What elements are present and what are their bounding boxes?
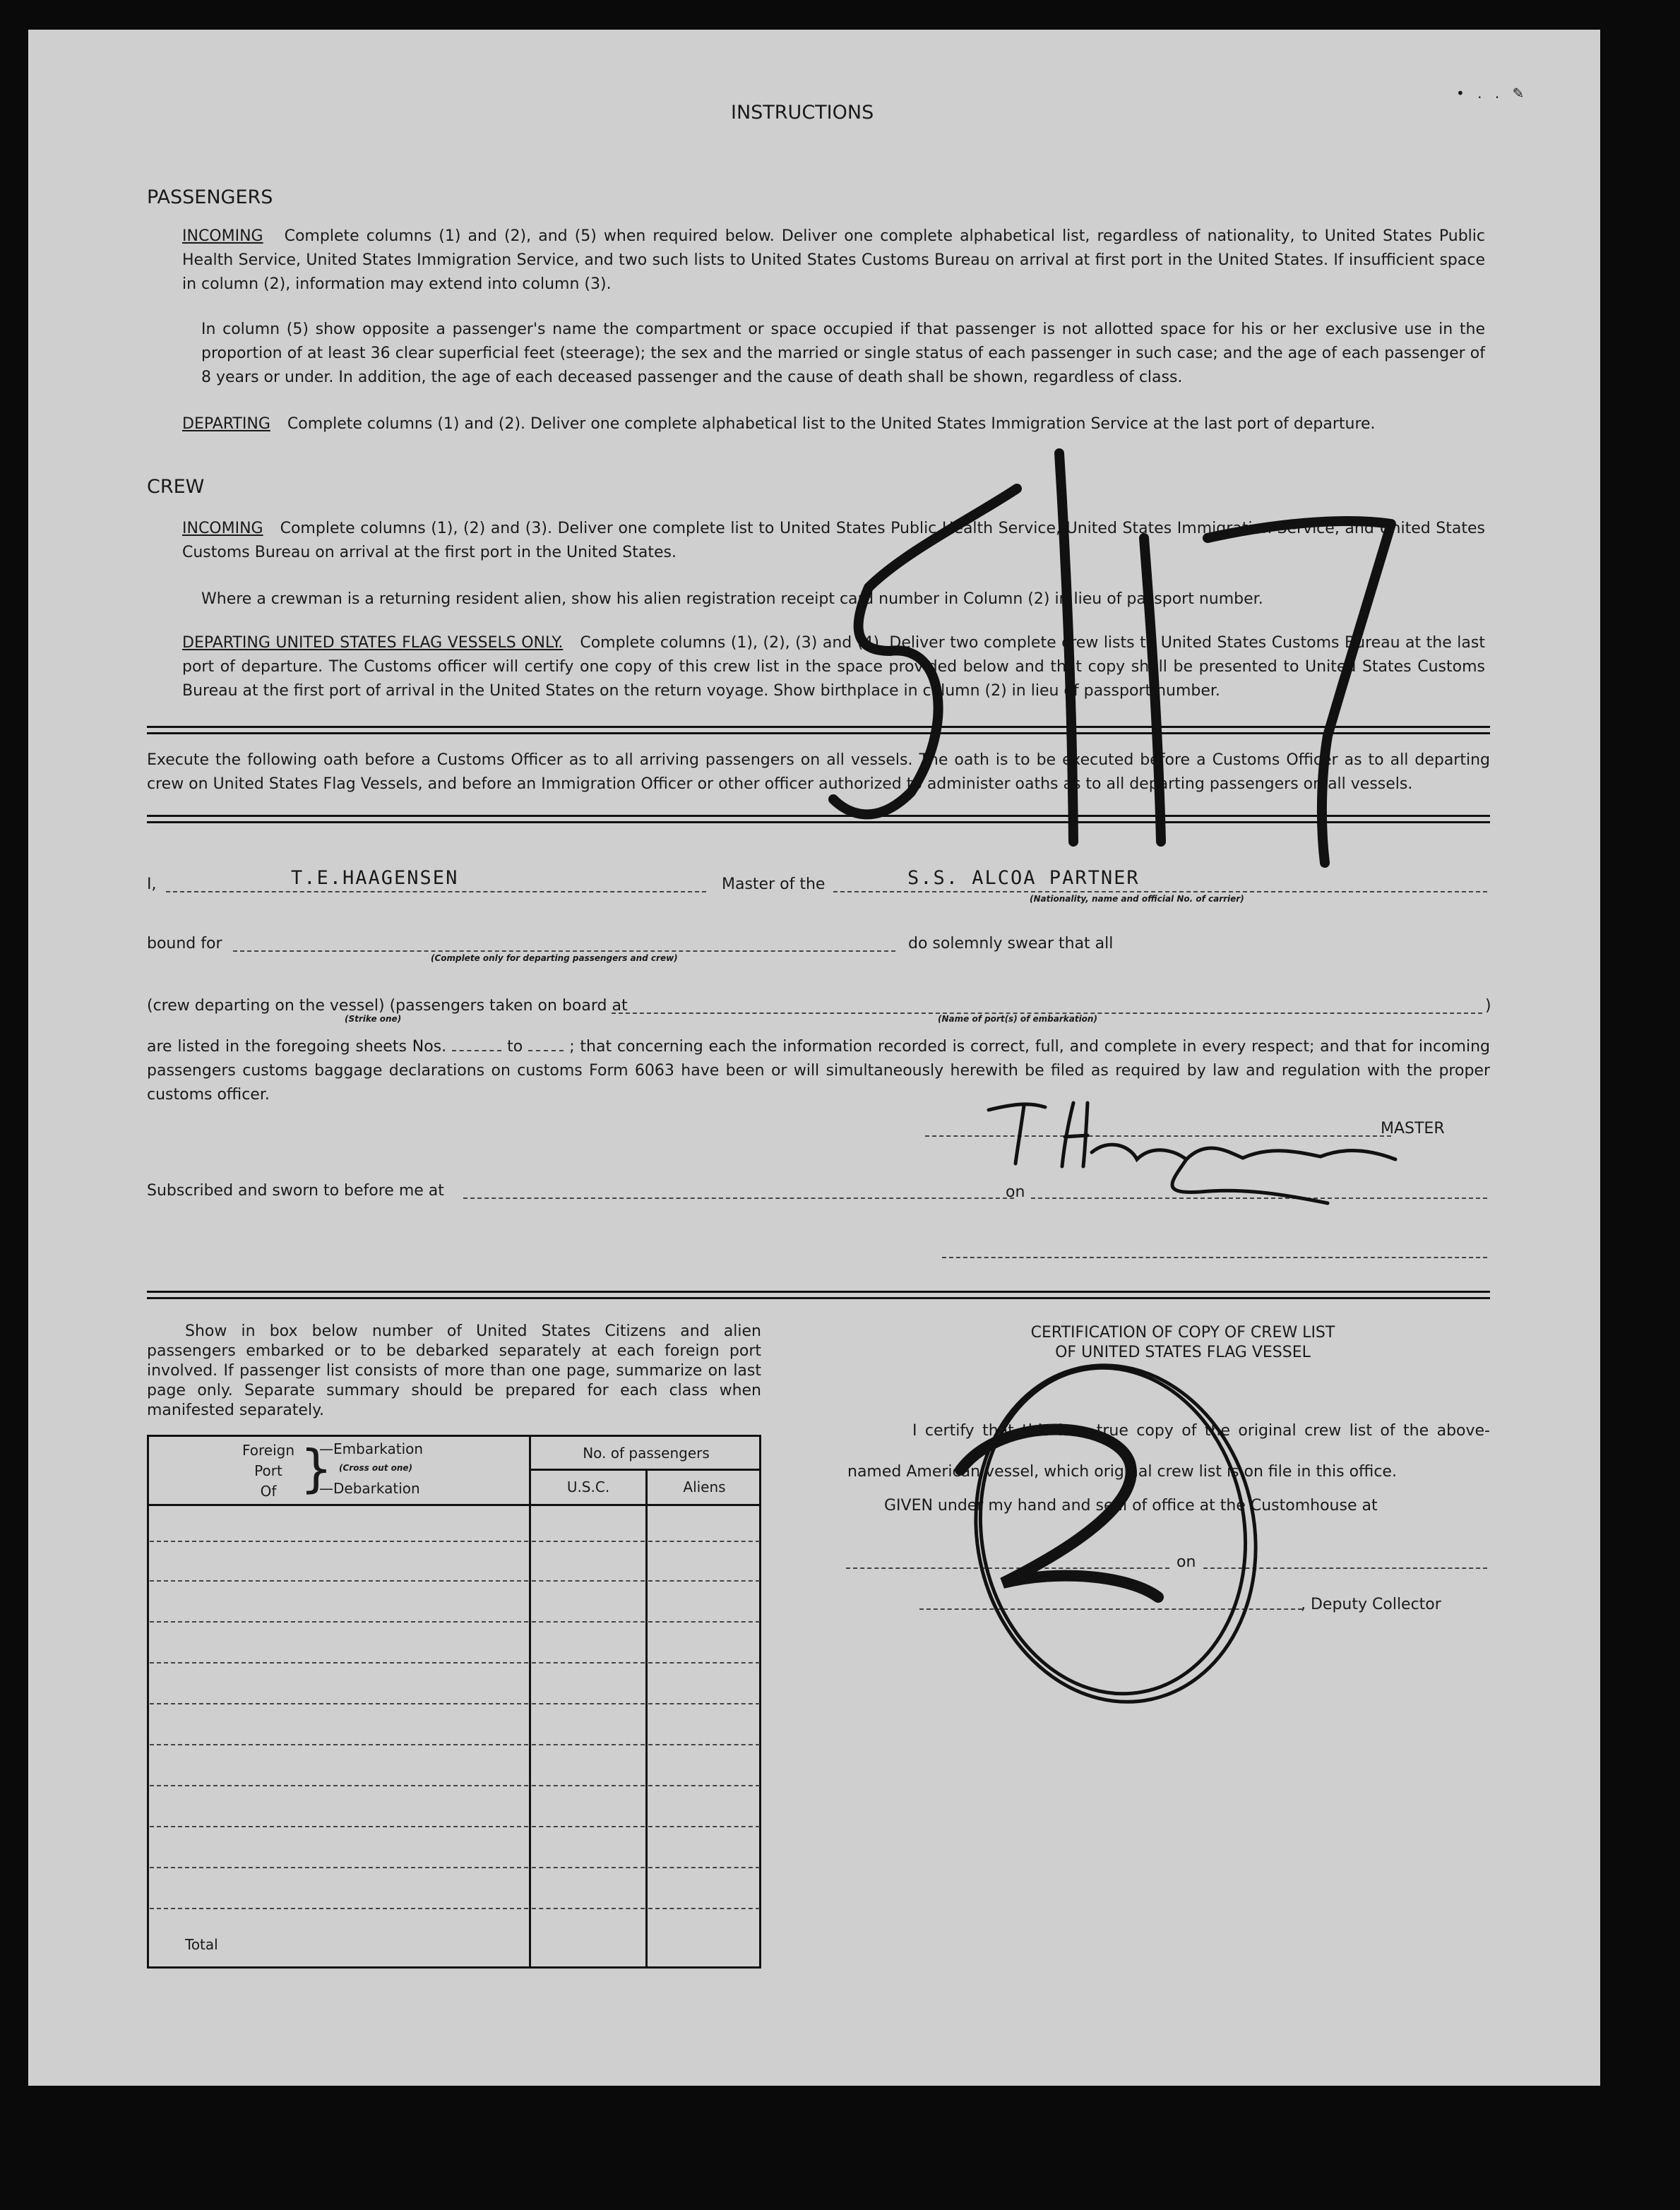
document-page xyxy=(28,30,1600,2086)
statement-rest: ; that concerning each the information recorded is correct, full, and complete in every respect; and that for incoming passengers customs baggage declarations on customs Form 6063 have been or will simultaneously herewith be filed as required by law and regulation with the proper customs officer. xyxy=(147,1038,1490,1104)
deputy-collector-label: , Deputy Collector xyxy=(1301,1596,1441,1613)
master-label: MASTER xyxy=(1381,1120,1445,1137)
crew-heading: CREW xyxy=(147,476,205,498)
circled-number xyxy=(945,1339,1286,1728)
handwritten-slash xyxy=(1059,453,1073,842)
given-text: GIVEN under my hand and seal of office at the Customhouse at xyxy=(884,1497,1378,1515)
signature-stroke xyxy=(1062,1103,1088,1166)
sheets-label: are listed in the foregoing sheets Nos. xyxy=(147,1038,447,1056)
strike-note: (Strike one) xyxy=(345,1014,402,1024)
subscribed-on-label: on xyxy=(1006,1183,1025,1201)
passengers-column5-paragraph: In column (5) show opposite a passenger's name the compartment or space occupied if that passenger is not allotted space for his or her exclusive use in the proportion of at least 36 clear superficial feet (steerage); the sex and the married or single status of each passenger in such case; and the age of each passenger of 8 years or under. In addition, the age of each deceased passenger and the cause of death shall be shown, regardless of class. xyxy=(201,321,1485,386)
passengers-incoming-text: Complete columns (1) and (2), and (5) when required below. Deliver one complete alphabetical list, regardless of nationality, to United States Public Health Service, United States Immigration Service, and two such lists to United States Customs Bureau on arrival at first port in the United States. If insufficient space in column (2), information may extend into column (3). xyxy=(182,227,1485,293)
debarkation-label: —Debarkation xyxy=(319,1480,420,1497)
bound-for-label: bound for xyxy=(147,935,222,952)
brace: } xyxy=(300,1439,333,1498)
bound-for-note: (Complete only for departing passengers and crew) xyxy=(431,953,678,963)
oath-i-label: I, xyxy=(147,876,157,893)
master-signature xyxy=(989,1103,1395,1203)
vessel-note: (Nationality, name and official No. of carrier) xyxy=(1030,894,1244,904)
corner-marks: • . . ✎ xyxy=(1456,85,1529,102)
close-paren: ) xyxy=(1485,997,1491,1015)
of-label: Of xyxy=(260,1483,277,1500)
foreign-label: Foreign xyxy=(242,1442,295,1459)
signature-stroke xyxy=(1092,1145,1395,1159)
passengers-heading: PASSENGERS xyxy=(147,186,273,208)
total-label: Total xyxy=(185,1936,218,1953)
passengers-departing-label: DEPARTING xyxy=(182,415,270,433)
no-passengers-header: No. of passengers xyxy=(583,1445,710,1462)
to-label: to xyxy=(507,1038,523,1056)
usc-header: U.S.C. xyxy=(566,1479,610,1495)
certify-text: I certify that this is a true copy of the original crew list of the above-named American vessel, which original crew list is on file in this office. xyxy=(847,1422,1490,1481)
handwriting-layer xyxy=(28,30,1600,2086)
master-name-value: T.E.HAAGENSEN xyxy=(291,867,459,889)
document-title: INSTRUCTIONS xyxy=(731,102,874,124)
handwritten-seven xyxy=(1208,521,1391,863)
handwritten-five xyxy=(833,489,1017,814)
crew-incoming-text: Complete columns (1), (2) and (3). Deliver one complete list to United States Public Health Service, United States Immigration Service, and United States Customs Bureau on arrival at the first port in the United States. xyxy=(182,520,1485,561)
certification-on-label: on xyxy=(1176,1553,1196,1571)
cross-out-note: (Cross out one) xyxy=(339,1463,413,1473)
subscribed-label: Subscribed and sworn to before me at xyxy=(147,1182,444,1200)
crew-incoming-label: INCOMING xyxy=(182,520,263,537)
certification-title-line2: OF UNITED STATES FLAG VESSEL xyxy=(1055,1344,1311,1361)
crew-departing-label: (crew departing on the vessel) (passengers taken on board at xyxy=(147,997,628,1015)
crew-departing-text: Complete columns (1), (2), (3) and (4). Deliver two complete crew lists to United States Customs Bureau at the last port of departure. The Customs officer will certify one copy of this crew list in the space provided below and that copy shall be presented to United States Customs Bureau at the first port of arrival in the United States on the return voyage. Show birthplace in column (2) in lieu of passport number. xyxy=(182,634,1485,700)
embarkation-note: (Name of port(s) of embarkation) xyxy=(938,1014,1097,1024)
crew-resident-paragraph: Where a crewman is a returning resident alien, show his alien registration receipt card number in Column (2) in lieu of passport number. xyxy=(201,590,1263,608)
master-of-label: Master of the xyxy=(722,876,826,893)
summary-instruction: Show in box below number of United States Citizens and alien passengers embarked or to be debarked separately at each foreign port involved. If passenger list consists of more than one page, summarize on last page only. Separate summary should be prepared for each class when manifested separately. xyxy=(147,1322,761,1419)
swear-label: do solemnly swear that all xyxy=(908,935,1114,952)
embarkation-label: —Embarkation xyxy=(319,1440,424,1457)
large-handwritten-number xyxy=(833,453,1391,863)
passengers-incoming-label: INCOMING xyxy=(182,227,263,245)
oath-instruction: Execute the following oath before a Customs Officer as to all arriving passengers on all vessels. The oath is to be executed before a Customs Officer as to all departing crew on United States Flag Vessels, and before an Immigration Officer or other officer authorized to administer oaths as to all departing passengers on all vessels. xyxy=(147,751,1490,793)
certification-title-line1: CERTIFICATION OF COPY OF CREW LIST xyxy=(1030,1324,1335,1342)
vessel-value: S.S. ALCOA PARTNER xyxy=(907,867,1140,889)
handwritten-one xyxy=(1144,538,1161,842)
crew-departing-label: DEPARTING UNITED STATES FLAG VESSELS ONLY. xyxy=(182,634,564,652)
circle-mark xyxy=(945,1339,1286,1728)
circle-mark xyxy=(955,1346,1271,1715)
signature-stroke xyxy=(1172,1159,1328,1203)
passengers-departing-text: Complete columns (1) and (2). Deliver one complete alphabetical list to the United States Immigration Service at the last port of departure. xyxy=(287,415,1376,433)
signature-stroke xyxy=(989,1104,1045,1164)
aliens-header: Aliens xyxy=(683,1479,726,1495)
port-label: Port xyxy=(254,1462,282,1479)
